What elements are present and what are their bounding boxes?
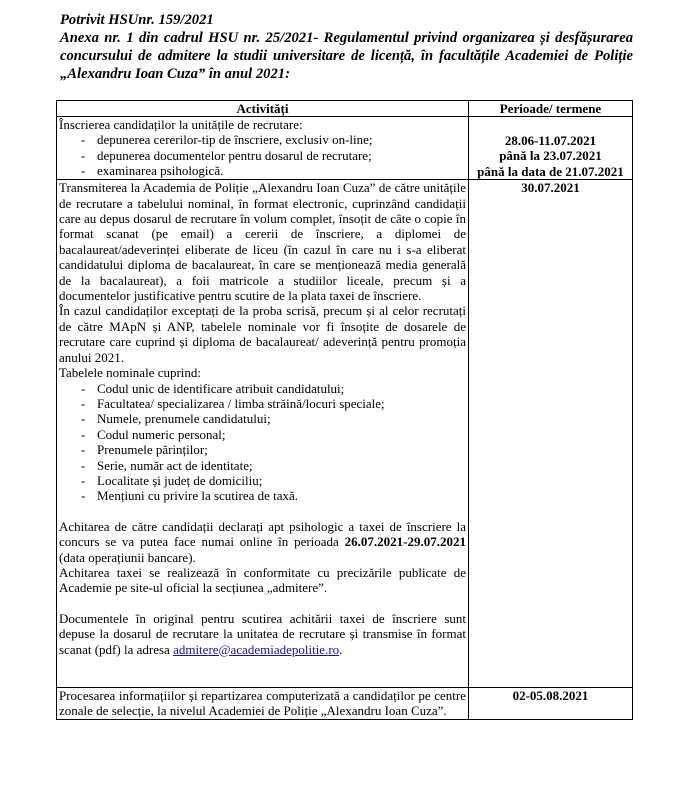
row2-paragraph <box>59 519 466 565</box>
fee-text-end: (data operațiunii bancare). <box>59 549 196 565</box>
activities-header: Activități <box>57 101 469 117</box>
header-annex-title: Anexa nr. 1 din cadrul HSU nr. 25/2021- Regulamentul privind organizarea și desfășurarea concursului de admitere la studii universitare de licență, în facultățile Academiei de Poliție „Alexandru Ioan Cuza” în anul 2021: <box>60 30 633 82</box>
period-cell <box>469 117 633 180</box>
activity-cell <box>57 117 469 180</box>
period-cell: 30.07.2021 <box>469 180 633 688</box>
list-item: - Serie, număr act de identitate; <box>59 458 466 473</box>
list-item: - Localitate și județ de domiciliu; <box>59 473 466 488</box>
row2-paragraph: Tabelele nominale cuprind: <box>59 365 202 381</box>
spacer <box>59 657 466 672</box>
period-text: până la data de 21.07.2021 <box>477 163 624 179</box>
list-item: - Mențiuni cu privire la scutirea de taxă. <box>59 488 466 503</box>
list-item: - Codul numeric personal; <box>59 427 466 442</box>
row1-intro: Înscrierea candidaților la unitățile de recrutare: <box>59 117 303 132</box>
documents-text: Documentele în original pentru scutirea achitării taxei de înscriere sunt depuse la dosarul de recrutare la unitatea de recrutare și transmise în format scanat (pdf) la adresa <box>59 610 466 657</box>
list-item: - Numele, prenumele candidatului; <box>59 411 466 426</box>
table-row <box>57 117 633 180</box>
table-row <box>57 688 633 720</box>
fee-text: Achitarea de către candidații declarați apt psihologic a taxei de înscriere la concurs se va putea face numai online în perioada <box>59 518 466 550</box>
spacer <box>59 596 466 611</box>
period-text: până la 23.07.2021 <box>499 148 602 164</box>
document-header <box>60 11 633 83</box>
row2-paragraph <box>59 611 466 657</box>
row2-paragraph: Transmiterea la Academia de Poliție „Alexandru Ioan Cuza” de către unitățile de recrutare a tabelului nominal, în format electronic, cuprinzând candidații care au depus dosarul de recrutare în volum complet, însoțit de câte o copie în format scanat (pe email) a cererii de înscriere, a diplomei de bacalaureat/adeverinței eliberate de liceu (în cazul în care nu i s-a eliberat candidatului diploma de bacalaureat, în care se menționează media generală de la bacalaureat), a foii matricole a studiilor liceale, precum și a documentelor justificative pentru scutire de la plata taxei de înscriere. <box>59 180 466 304</box>
list-item: - depunerea cererilor-tip de înscriere, exclusiv on-line; <box>59 132 466 147</box>
list-item: - depunerea documentelor pentru dosarul de recrutare; <box>59 148 466 163</box>
table-row <box>57 180 633 688</box>
row1-list <box>59 132 466 178</box>
header-reference: Potrivit HSUnr. 159/2021 <box>60 12 214 28</box>
row2-paragraph: În cazul candidaților exceptați de la proba scrisă, precum și al celor recrutați de către MApN și ANP, tabelele nominale vor fi însoțite de dosarele de recrutare care cuprind și diploma de bacalaureat/ adeverință pentru promoția anului 2021. <box>59 303 466 365</box>
list-item: - Codul unic de identificare atribuit candidatului; <box>59 381 466 396</box>
table-header-row <box>57 101 633 117</box>
row2-list <box>59 381 466 504</box>
documents-text-end: . <box>339 641 343 657</box>
email-link[interactable]: admitere@academiadepolitie.ro <box>173 641 340 657</box>
schedule-table <box>56 100 633 720</box>
fee-period: 26.07.2021-29.07.2021 <box>344 534 466 550</box>
period-cell: 02-05.08.2021 <box>469 688 633 720</box>
row2-paragraph: Achitarea taxei se realizează în conformitate cu precizările publicate de Academie pe site-ul oficial la secțiunea „admitere”. <box>59 564 466 596</box>
spacer <box>59 504 466 519</box>
period-text: 28.06-11.07.2021 <box>504 133 597 148</box>
list-item: - Facultatea/ specializarea / limba străină/locuri speciale; <box>59 396 466 411</box>
list-item: - Prenumele părinților; <box>59 442 466 457</box>
activity-cell <box>57 180 469 688</box>
activity-cell: Procesarea informațiilor și repartizarea computerizată a candidaților pe centre zonale de selecție, la nivelul Academiei de Poliție „Alexandru Ioan Cuza”. <box>57 688 469 720</box>
list-item: - examinarea psihologică. <box>59 163 466 178</box>
periods-header: Perioade/ termene <box>469 101 633 117</box>
spacer <box>59 672 466 687</box>
